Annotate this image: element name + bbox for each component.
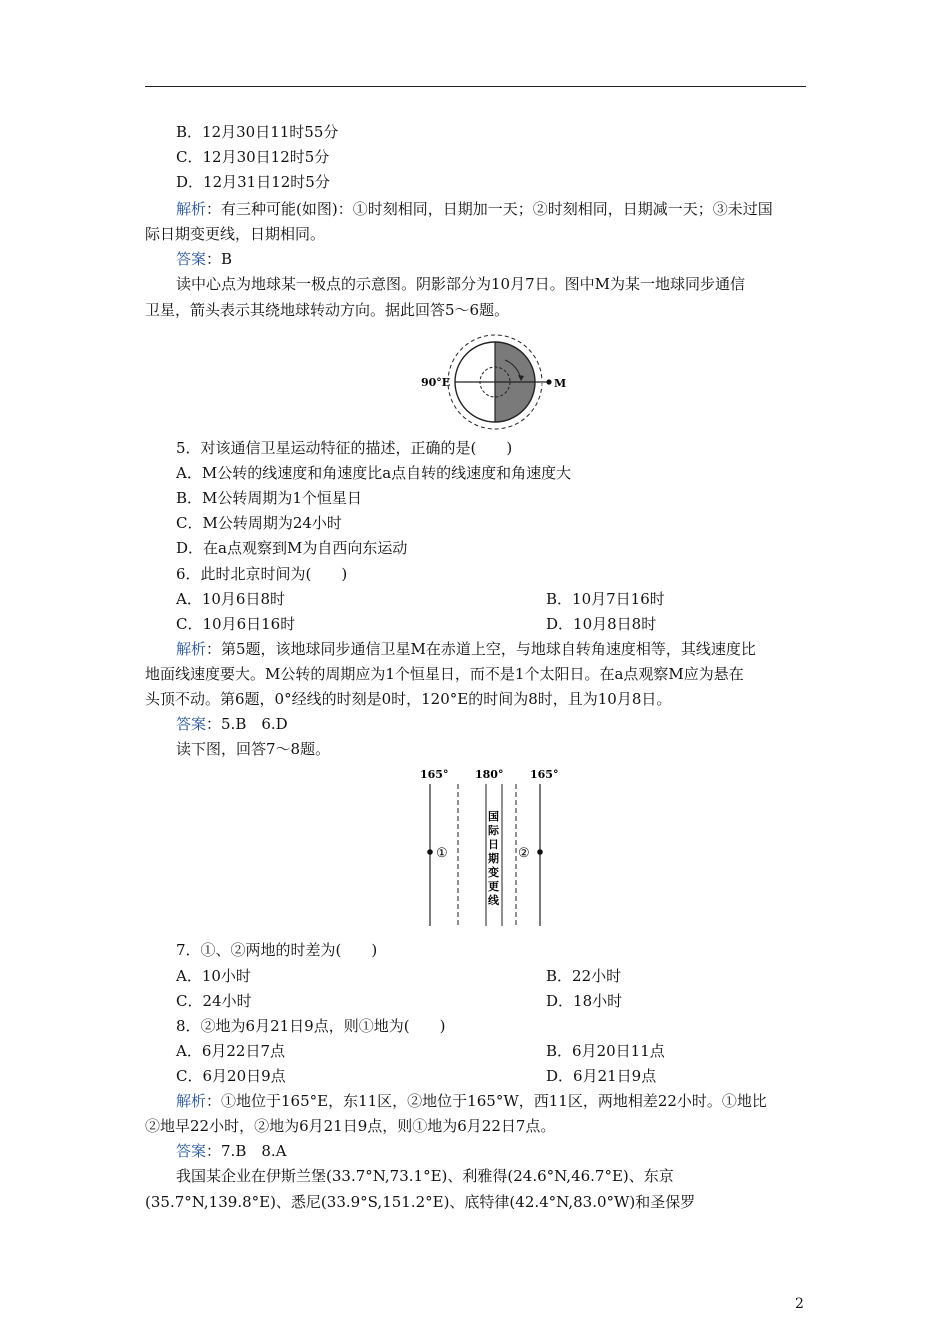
- analysis-text: ：第5题，该地球同步通信卫星M在赤道上空，与地球自转角速度相等，其线速度比: [206, 640, 756, 658]
- q78-answer: [176, 1141, 287, 1161]
- q6-option-b: B．10月7日16时: [546, 590, 665, 608]
- q8-option-a: A．6月22日7点: [176, 1042, 286, 1060]
- lon-left-label: 165°: [420, 768, 449, 781]
- q78-analysis-line2: ②地早22小时，②地为6月21日9点，则①地为6月22日7点。: [145, 1117, 556, 1135]
- q6-option-c: C．10月6日16时: [176, 615, 296, 633]
- page-number: 2: [795, 1296, 804, 1312]
- point-2-label: ②: [518, 846, 530, 861]
- q4-option-c: C．12月30日12时5分: [176, 148, 330, 166]
- answer-value: ：B: [206, 250, 233, 268]
- q56-answer: [176, 714, 288, 734]
- q6-option-d: D．10月8日8时: [546, 615, 657, 633]
- q4-option-b: B．12月30日11时55分: [176, 123, 339, 141]
- q56-analysis-line2: 地面线速度要大。M公转的周期应为1个恒星日，而不是1个太阳日。在a点观察M应为悬在: [145, 665, 744, 683]
- point-2-dot: [537, 849, 543, 855]
- answer-label: 答案: [176, 715, 207, 733]
- q7-option-b: B．22小时: [546, 967, 622, 985]
- q5-option-b: B．M公转周期为1个恒星日: [176, 489, 362, 507]
- intro-7-8: 读下图，回答7～8题。: [176, 740, 331, 758]
- analysis-text: ：有三种可能(如图)：①时刻相同，日期加一天；②时刻相同，日期减一天；③未过国: [206, 200, 773, 218]
- date-line-char-6: 更: [488, 880, 499, 893]
- date-line-figure: [410, 762, 570, 930]
- q8-option-c: C．6月20日9点: [176, 1067, 286, 1085]
- intro-5-6-line2: 卫星，箭头表示其绕地球转动方向。据此回答5～6题。: [145, 301, 510, 319]
- point-1-dot: [427, 849, 433, 855]
- q78-analysis-line1: [176, 1091, 767, 1111]
- fig1-a-label: a: [539, 380, 545, 391]
- header-rule: [145, 86, 806, 87]
- date-line-char-3: 日: [488, 838, 499, 851]
- q5-stem: 5．对该通信卫星运动特征的描述，正确的是( ): [176, 439, 513, 457]
- q56-analysis-line1: [176, 639, 756, 659]
- q5-option-c: C．M公转周期为24小时: [176, 514, 342, 532]
- q8-option-b: B．6月20日11点: [546, 1042, 665, 1060]
- fig1-m-label: M: [554, 377, 567, 390]
- q8-stem: 8．②地为6月21日9点，则①地为( ): [176, 1017, 446, 1035]
- analysis-text: ：①地位于165°E，东11区，②地位于165°W，西11区，两地相差22小时。①地比: [206, 1092, 767, 1110]
- date-line-char-2: 际: [488, 824, 499, 837]
- q56-analysis-line3: 头顶不动。第6题，0°经线的时刻是0时，120°E的时间为8时，且为10月8日。: [145, 690, 672, 708]
- intro-next-line1: 我国某企业在伊斯兰堡(33.7°N,73.1°E)、利雅得(24.6°N,46.7°E)、东京: [176, 1167, 674, 1185]
- date-line-char-7: 线: [488, 894, 499, 907]
- q7-option-d: D．18小时: [546, 992, 623, 1010]
- satellite-m-point: [546, 379, 551, 384]
- q4-answer: [176, 249, 232, 269]
- q4-analysis-line1: [176, 199, 773, 219]
- answer-value: ：7.B 8.A: [206, 1142, 287, 1160]
- date-line-char-4: 期: [488, 852, 499, 865]
- q8-option-d: D．6月21日9点: [546, 1067, 657, 1085]
- q7-stem: 7．①、②两地的时差为( ): [176, 941, 378, 959]
- date-line-char-5: 变: [488, 866, 499, 879]
- analysis-label: 解析: [176, 640, 207, 658]
- q4-analysis-line2: 际日期变更线，日期相同。: [145, 225, 326, 243]
- q5-option-d: D．在a点观察到M为自西向东运动: [176, 539, 408, 557]
- q6-stem: 6．此时北京时间为( ): [176, 565, 348, 583]
- answer-label: 答案: [176, 1142, 207, 1160]
- q7-option-c: C．24小时: [176, 992, 252, 1010]
- fig1-left-label: 90°E: [421, 376, 451, 389]
- polar-view-figure: [415, 330, 575, 434]
- answer-label: 答案: [176, 250, 207, 268]
- answer-value: ：5.B 6.D: [206, 715, 288, 733]
- analysis-label: 解析: [176, 200, 207, 218]
- intro-5-6-line1: 读中心点为地球某一极点的示意图。阴影部分为10月7日。图中M为某一地球同步通信: [176, 275, 745, 293]
- analysis-label: 解析: [176, 1092, 207, 1110]
- q7-option-a: A．10小时: [176, 967, 251, 985]
- q5-option-a: A．M公转的线速度和角速度比a点自转的线速度和角速度大: [176, 464, 572, 482]
- date-line-char-1: 国: [488, 810, 499, 823]
- q4-option-d: D．12月31日12时5分: [176, 173, 330, 191]
- q6-option-a: A．10月6日8时: [176, 590, 286, 608]
- lon-mid-label: 180°: [475, 768, 504, 781]
- lon-right-label: 165°: [530, 768, 559, 781]
- point-1-label: ①: [436, 846, 448, 861]
- intro-next-line2: (35.7°N,139.8°E)、悉尼(33.9°S,151.2°E)、底特律(42.4°N,83.0°W)和圣保罗: [145, 1193, 696, 1211]
